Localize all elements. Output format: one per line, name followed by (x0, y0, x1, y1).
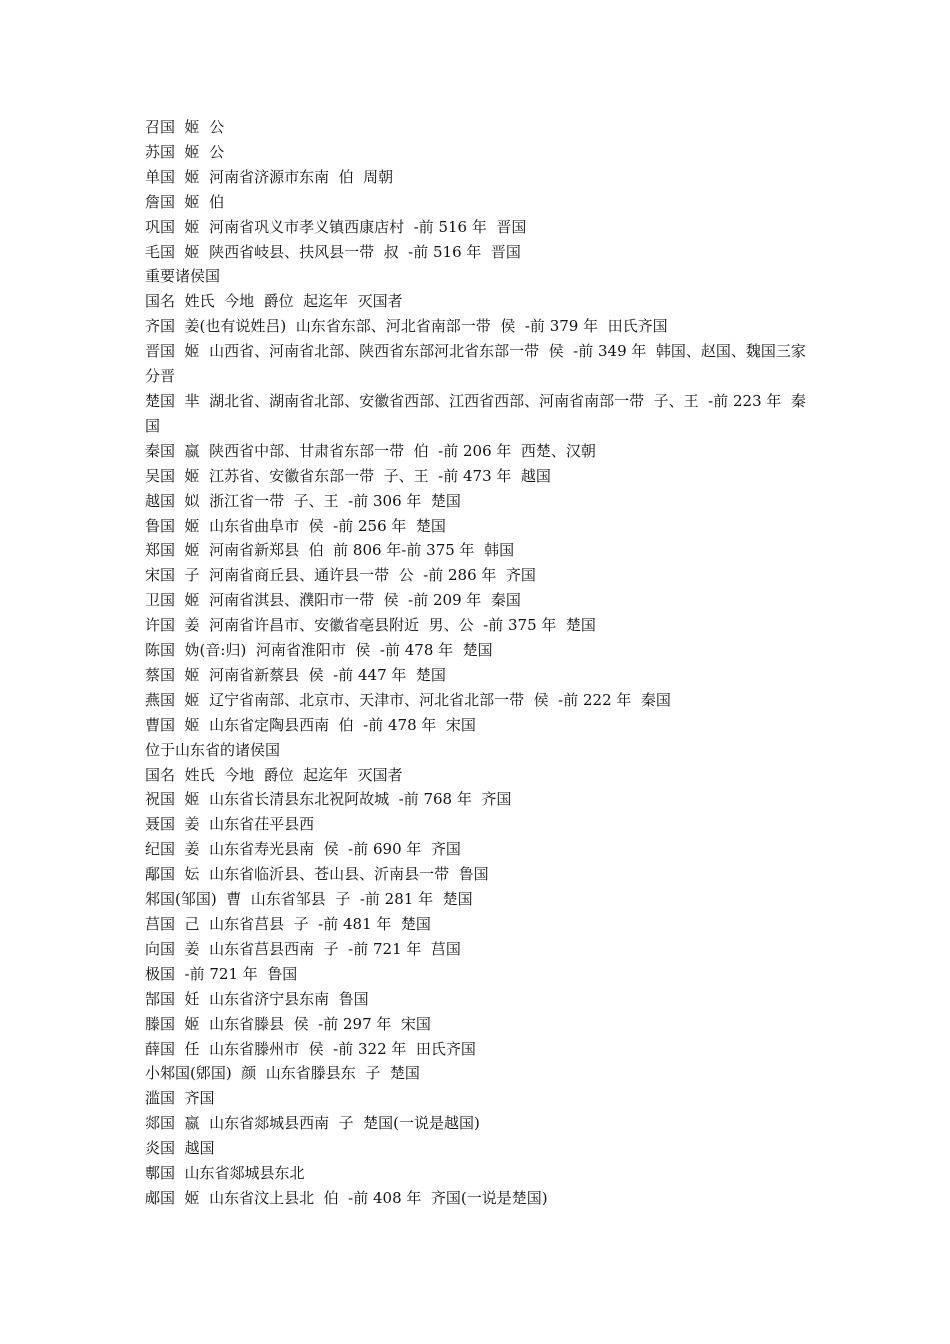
text-line: 郜国 妊 山东省济宁县东南 鲁国 (145, 989, 369, 1008)
text-line: 滕国 姬 山东省滕县 侯 -前 297 年 宋国 (145, 1014, 431, 1033)
text-line: 重要诸侯国 (145, 267, 221, 286)
text-line: 曹国 姬 山东省定陶县西南 伯 -前 478 年 宋国 (145, 715, 476, 734)
text-line: 毛国 姬 陕西省岐县、扶风县一带 叔 -前 516 年 晋国 (145, 242, 521, 261)
text-line: 莒国 己 山东省莒县 子 -前 481 年 楚国 (145, 915, 431, 933)
text-line: 薛国 任 山东省滕州市 侯 -前 322 年 田氏齐国 (145, 1039, 476, 1058)
text-line: 鲁国 姬 山东省曲阜市 侯 -前 256 年 楚国 (145, 516, 446, 535)
text-line: 宋国 子 河南省商丘县、通许县一带 公 -前 286 年 齐国 (145, 566, 536, 585)
text-line: 邾国(邹国) 曹 山东省邹县 子 -前 281 年 楚国 (145, 890, 473, 909)
text-line: 炎国 越国 (145, 1139, 215, 1158)
text-line: 鄟国 山东省郯城县东北 (145, 1164, 305, 1183)
text-line: 召国 姬 公 (145, 118, 225, 136)
text-line: 向国 姜 山东省莒县西南 子 -前 721 年 莒国 (145, 939, 461, 958)
text-line: 楚国 芈 湖北省、湖南省北部、安徽省西部、江西省西部、河南省南部一带 子、王 -前 223 年 秦国 (145, 391, 806, 435)
text-line: 郕国 姬 山东省汶上县北 伯 -前 408 年 齐国(一说是楚国) (145, 1188, 548, 1207)
text-line: 巩国 姬 河南省巩义市孝义镇西康店村 -前 516 年 晋国 (145, 217, 527, 236)
text-line: 祝国 姬 山东省长清县东北祝阿故城 -前 768 年 齐国 (145, 790, 512, 809)
text-line: 晋国 姬 山西省、河南省北部、陕西省东部河北省东部一带 侯 -前 349 年 韩国、赵国、魏国三家分晋 (145, 342, 806, 386)
document-body (145, 115, 810, 1211)
text-line: 秦国 嬴 陕西省中部、甘肃省东部一带 伯 -前 206 年 西楚、汉朝 (145, 441, 596, 460)
text-line: 齐国 姜(也有说姓吕) 山东省东部、河北省南部一带 侯 -前 379 年 田氏齐国 (145, 317, 668, 336)
text-line: 滥国 齐国 (145, 1089, 215, 1108)
text-line: 郑国 姬 河南省新郑县 伯 前 806 年-前 375 年 韩国 (145, 541, 515, 560)
text-line: 燕国 姬 辽宁省南部、北京市、天津市、河北省北部一带 侯 -前 222 年 秦国 (145, 690, 671, 709)
text-line: 陈国 妫(音:归) 河南省淮阳市 侯 -前 478 年 楚国 (145, 641, 493, 660)
text-line: 郯国 嬴 山东省郯城县西南 子 楚国(一说是越国) (145, 1114, 480, 1133)
text-line: 位于山东省的诸侯国 (145, 740, 281, 759)
text-line: 小邾国(郳国) 颜 山东省滕县东 子 楚国 (145, 1064, 420, 1083)
text-line: 纪国 姜 山东省寿光县南 侯 -前 690 年 齐国 (145, 840, 461, 859)
text-line: 聂国 姜 山东省茌平县西 (145, 815, 315, 834)
text-line: 苏国 姬 公 (145, 142, 225, 161)
text-line: 单国 姬 河南省济源市东南 伯 周朝 (145, 167, 394, 186)
text-line: 卫国 姬 河南省淇县、濮阳市一带 侯 -前 209 年 秦国 (145, 591, 521, 610)
text-line: 国名 姓氏 今地 爵位 起迄年 灭国者 (145, 765, 403, 784)
text-line: 鄅国 妘 山东省临沂县、苍山县、沂南县一带 鲁国 (145, 865, 489, 884)
text-line: 国名 姓氏 今地 爵位 起迄年 灭国者 (145, 292, 403, 311)
text-line: 吴国 姬 江苏省、安徽省东部一带 子、王 -前 473 年 越国 (145, 466, 551, 485)
text-line: 詹国 姬 伯 (145, 192, 225, 211)
text-line: 越国 姒 浙江省一带 子、王 -前 306 年 楚国 (145, 491, 461, 510)
text-line: 许国 姜 河南省许昌市、安徽省亳县附近 男、公 -前 375 年 楚国 (145, 616, 596, 635)
text-line: 蔡国 姬 河南省新蔡县 侯 -前 447 年 楚国 (145, 665, 446, 684)
text-line: 极国 -前 721 年 鲁国 (145, 964, 298, 983)
